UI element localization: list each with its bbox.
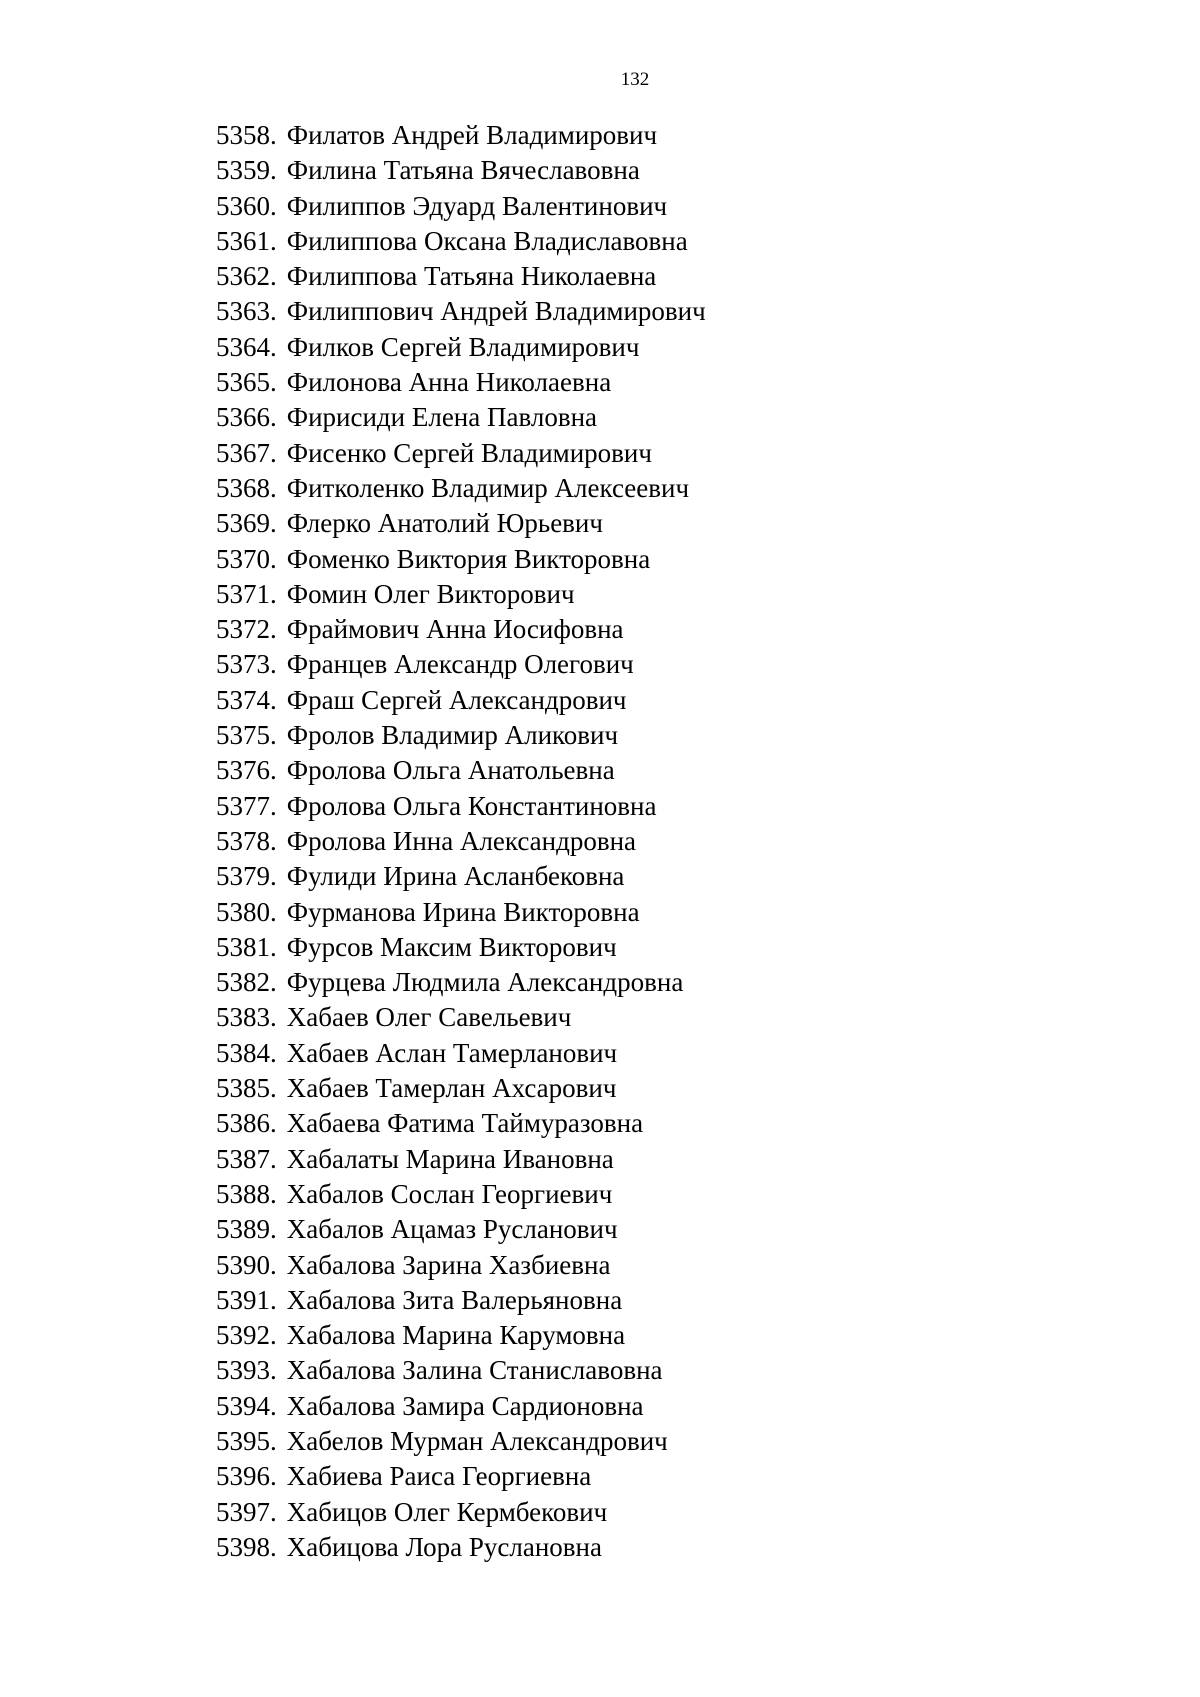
item-name: Хабаев Тамерлан Ахсарович: [286, 1073, 617, 1104]
item-number: 5386.: [216, 1108, 277, 1139]
list-item: [216, 1000, 706, 1035]
list-item: [216, 1424, 706, 1459]
item-name: Фомин Олег Викторович: [286, 578, 575, 609]
list-item: [216, 1459, 706, 1494]
item-number: 5381.: [216, 931, 277, 962]
item-name: Филатов Андрей Владимирович: [286, 120, 658, 150]
item-number: 5367.: [216, 437, 277, 468]
item-number: 5385.: [216, 1073, 277, 1104]
item-number: 5360.: [216, 190, 277, 221]
list-item: [216, 118, 706, 153]
item-number: 5362.: [216, 261, 277, 292]
item-name: Хабицов Олег Кермбекович: [286, 1496, 608, 1527]
item-name: Хабалова Марина Карумовна: [286, 1320, 626, 1351]
item-number: 5395.: [216, 1425, 277, 1456]
item-number: 5380.: [216, 896, 277, 927]
item-name: Фраш Сергей Александрович: [286, 684, 627, 715]
item-name: Хабицова Лора Руслановна: [286, 1531, 602, 1562]
item-name: Флерко Анатолий Юрьевич: [286, 508, 603, 539]
item-number: 5369.: [216, 508, 277, 539]
item-name: Фролова Ольга Константиновна: [286, 790, 657, 821]
list-item: [216, 506, 706, 541]
item-name: Хабаев Олег Савельевич: [286, 1002, 572, 1033]
list-item: [216, 1318, 706, 1353]
item-number: 5363.: [216, 296, 277, 327]
list-item: [216, 1353, 706, 1388]
item-number: 5390.: [216, 1249, 277, 1280]
list-item: [216, 436, 706, 471]
item-number: 5389.: [216, 1214, 277, 1245]
list-item: [216, 294, 706, 329]
list-item: [216, 542, 706, 577]
item-number: 5368.: [216, 472, 277, 503]
item-number: 5375.: [216, 720, 277, 751]
list-item: [216, 930, 706, 965]
item-number: 5383.: [216, 1002, 277, 1033]
item-name: Хабалаты Марина Ивановна: [286, 1143, 614, 1174]
item-number: 5397.: [216, 1496, 277, 1527]
item-name: Филиппович Андрей Владимирович: [286, 296, 706, 327]
item-number: 5393.: [216, 1355, 277, 1386]
item-number: 5378.: [216, 825, 277, 856]
list-item: [216, 1036, 706, 1071]
list-item: [216, 683, 706, 718]
item-number: 5384.: [216, 1037, 277, 1068]
list-item: [216, 1495, 706, 1530]
list-item: [216, 1530, 706, 1565]
item-number: 5370.: [216, 543, 277, 574]
item-number: 5359.: [216, 155, 277, 186]
list-item: [216, 189, 706, 224]
list-item: [216, 647, 706, 682]
item-name: Фоменко Виктория Викторовна: [286, 543, 651, 574]
list-item: [216, 330, 706, 365]
name-list: [216, 118, 706, 1565]
item-name: Фролова Ольга Анатольевна: [286, 755, 615, 786]
list-item: [216, 1389, 706, 1424]
item-number: 5398.: [216, 1531, 277, 1562]
list-item: [216, 612, 706, 647]
list-item: [216, 1283, 706, 1318]
item-name: Филков Сергей Владимирович: [286, 331, 640, 362]
item-number: 5391.: [216, 1284, 277, 1315]
item-name: Хабалова Замира Сардионовна: [286, 1390, 644, 1421]
item-name: Хабалов Ацамаз Русланович: [286, 1214, 618, 1245]
list-item: [216, 824, 706, 859]
item-number: 5392.: [216, 1320, 277, 1351]
item-name: Хабаев Аслан Тамерланович: [286, 1037, 618, 1068]
item-number: 5372.: [216, 614, 277, 645]
item-name: Фурманова Ирина Викторовна: [286, 896, 640, 927]
item-name: Фулиди Ирина Асланбековна: [286, 861, 625, 892]
item-number: 5394.: [216, 1390, 277, 1421]
list-item: [216, 859, 706, 894]
item-name: Хабалова Залина Станиславовна: [286, 1355, 663, 1386]
list-item: [216, 1212, 706, 1247]
item-name: Фурцева Людмила Александровна: [286, 967, 684, 998]
item-number: 5373.: [216, 649, 277, 680]
item-name: Хабаева Фатима Таймуразовна: [286, 1108, 644, 1139]
item-name: Фурсов Максим Викторович: [286, 931, 617, 962]
item-name: Хабалова Зита Валерьяновна: [286, 1284, 623, 1315]
list-item: [216, 153, 706, 188]
list-item: [216, 400, 706, 435]
item-number: 5371.: [216, 578, 277, 609]
item-name: Хабелов Мурман Александрович: [286, 1425, 668, 1456]
list-item: [216, 895, 706, 930]
list-item: [216, 1142, 706, 1177]
list-item: [216, 259, 706, 294]
list-item: [216, 577, 706, 612]
item-number: 5361.: [216, 225, 277, 256]
item-name: Хабалова Зарина Хазбиевна: [286, 1249, 611, 1280]
list-item: [216, 1177, 706, 1212]
item-number: 5358.: [216, 120, 277, 150]
item-name: Фраймович Анна Иосифовна: [286, 614, 624, 645]
item-name: Филиппова Оксана Владиславовна: [286, 225, 688, 256]
item-name: Фролова Инна Александровна: [286, 825, 637, 856]
list-item: [216, 1248, 706, 1283]
item-name: Францев Александр Олегович: [286, 649, 634, 680]
item-name: Фитколенко Владимир Алексеевич: [286, 472, 690, 503]
item-number: 5376.: [216, 755, 277, 786]
list-item: [216, 965, 706, 1000]
item-name: Фролов Владимир Аликович: [286, 720, 619, 751]
item-number: 5396.: [216, 1461, 277, 1492]
item-number: 5382.: [216, 967, 277, 998]
item-number: 5365.: [216, 367, 277, 398]
list-item: [216, 365, 706, 400]
list-item: [216, 789, 706, 824]
item-name: Хабалов Сослан Георгиевич: [286, 1178, 613, 1209]
item-number: 5366.: [216, 402, 277, 433]
item-number: 5388.: [216, 1178, 277, 1209]
item-name: Филина Татьяна Вячеславовна: [286, 155, 640, 186]
item-number: 5364.: [216, 331, 277, 362]
item-name: Филонова Анна Николаевна: [286, 367, 612, 398]
list-item: [216, 1071, 706, 1106]
item-number: 5379.: [216, 861, 277, 892]
page-number: 132: [620, 69, 650, 90]
item-name: Фирисиди Елена Павловна: [286, 402, 598, 433]
list-item: [216, 1106, 706, 1141]
item-name: Хабиева Раиса Георгиевна: [286, 1461, 592, 1492]
item-name: Филиппов Эдуард Валентинович: [286, 190, 668, 221]
list-item: [216, 753, 706, 788]
item-name: Филиппова Татьяна Николаевна: [286, 261, 657, 292]
item-number: 5374.: [216, 684, 277, 715]
list-item: [216, 224, 706, 259]
item-name: Фисенко Сергей Владимирович: [286, 437, 652, 468]
item-number: 5377.: [216, 790, 277, 821]
list-item: [216, 471, 706, 506]
item-number: 5387.: [216, 1143, 277, 1174]
list-item: [216, 718, 706, 753]
